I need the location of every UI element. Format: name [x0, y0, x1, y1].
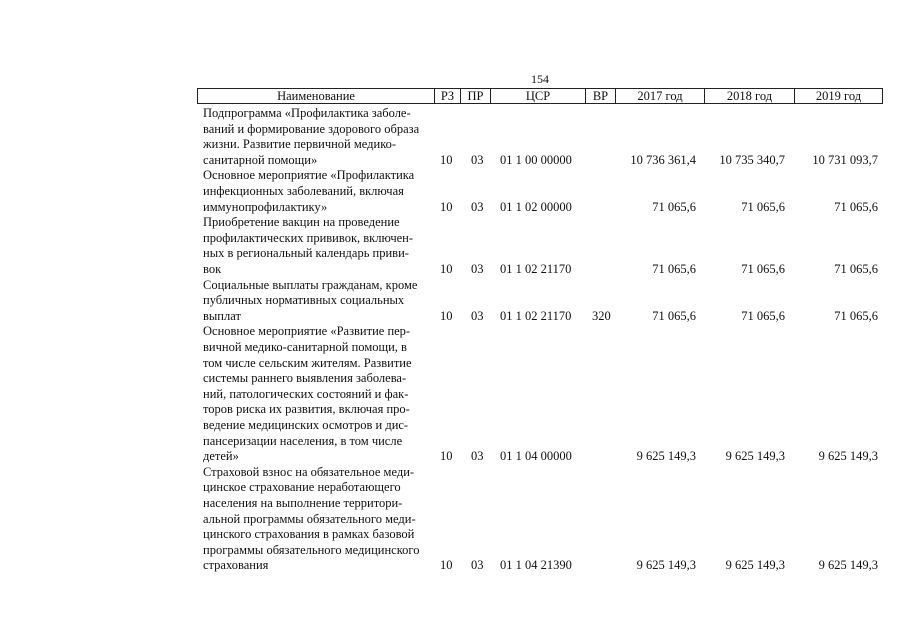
row-y2019: 10 731 093,7 [812, 152, 878, 167]
row-y2018: 10 735 340,7 [719, 152, 785, 167]
row-y2018: 9 625 149,3 [725, 449, 785, 464]
row-rz: 10 [440, 152, 453, 167]
row-y2018: 71 065,6 [741, 199, 785, 214]
row-name-line: иммунопрофилактику» [203, 199, 328, 214]
row-name-line: пансеризации населения, в том числе [203, 433, 403, 448]
header-vr: ВР [585, 89, 615, 103]
row-name-line: Приобретение вакцин на проведение [203, 215, 400, 230]
row-name-line: Основное мероприятие «Профилактика [203, 168, 415, 183]
row-y2018: 71 065,6 [741, 262, 785, 276]
row-name-line: детей» [203, 449, 239, 464]
row-csr: 01 1 04 00000 [500, 449, 572, 464]
row-name-line: альной программы обязательного меди- [203, 511, 416, 526]
header-pr: ПР [460, 89, 490, 103]
row-csr: 01 1 00 00000 [500, 152, 572, 167]
row-name-line: выплат [203, 308, 241, 323]
row-y2019: 71 065,6 [834, 308, 878, 323]
row-name-line: ных в региональный календарь приви- [203, 246, 409, 261]
row-name [203, 465, 428, 574]
row-y2017: 9 625 149,3 [636, 449, 696, 464]
page-number: 154 [531, 72, 549, 86]
row-csr: 01 1 04 21390 [500, 558, 572, 573]
row-rz: 10 [440, 449, 453, 464]
row-name-line: Основное мероприятие «Развитие пер- [203, 324, 411, 339]
header-rz: РЗ [434, 89, 460, 103]
row-rz: 10 [440, 262, 453, 276]
row-name-line: ваний и формирование здорового образа [203, 121, 420, 136]
row-y2018: 71 065,6 [741, 308, 785, 323]
row-y2019: 71 065,6 [834, 262, 878, 276]
row-y2017: 9 625 149,3 [636, 558, 696, 573]
header-2017: 2017 год [615, 89, 704, 103]
row-pr: 03 [471, 199, 484, 214]
row-name-line: цинского страхования в рамках базовой [203, 527, 415, 542]
row-pr: 03 [471, 262, 484, 276]
row-name [203, 106, 428, 168]
row-name-line: жизни. Развитие первичной медико- [203, 137, 397, 152]
row-pr: 03 [471, 308, 484, 323]
row-y2019: 71 065,6 [834, 199, 878, 214]
row-pr: 03 [471, 152, 484, 167]
row-name-line: торов риска их развития, включая про- [203, 402, 410, 417]
row-name [203, 168, 428, 215]
header-2018: 2018 год [704, 89, 794, 103]
row-y2017: 71 065,6 [652, 308, 696, 323]
header-csr: ЦСР [490, 89, 585, 103]
row-y2017: 10 736 361,4 [630, 152, 696, 167]
table-header [197, 88, 883, 104]
row-pr: 03 [471, 558, 484, 573]
row-name [203, 278, 428, 325]
row-name-line: Страховой взнос на обязательное меди- [203, 464, 415, 479]
row-name-line: программы обязательного медицинского [203, 542, 420, 557]
row-name-line: населения на выполнение территори- [203, 495, 403, 510]
row-name-line: вок [203, 261, 222, 276]
row-name-line: системы раннего выявления заболева- [203, 371, 407, 386]
row-y2019: 9 625 149,3 [818, 558, 878, 573]
row-csr: 01 1 02 00000 [500, 199, 572, 214]
row-name [203, 324, 428, 464]
row-name-line: санитарной помощи» [203, 152, 318, 167]
row-y2019: 9 625 149,3 [818, 449, 878, 464]
row-name-line: том числе сельским жителям. Развитие [203, 355, 412, 370]
row-y2018: 9 625 149,3 [725, 558, 785, 573]
row-name-line: страхования [203, 558, 269, 573]
row-csr: 01 1 02 21170 [500, 308, 572, 323]
row-name-line: профилактических прививок, включен- [203, 230, 414, 245]
row-name-line: ведение медицинских осмотров и дис- [203, 417, 409, 432]
row-csr: 01 1 02 21170 [500, 262, 572, 276]
row-y2017: 71 065,6 [652, 199, 696, 214]
row-name-line: ний, патологических состояний и фак- [203, 386, 409, 401]
row-name [203, 215, 428, 277]
row-name-line: Подпрограмма «Профилактика заболе- [203, 106, 411, 120]
row-name-line: Социальные выплаты гражданам, кроме [203, 277, 418, 292]
row-name-line: публичных нормативных социальных [203, 293, 405, 308]
row-rz: 10 [440, 558, 453, 573]
header-name: Наименование [277, 89, 355, 103]
row-rz: 10 [440, 199, 453, 214]
row-vr: 320 [592, 308, 611, 323]
row-y2017: 71 065,6 [652, 262, 696, 276]
row-name-line: вичной медико-санитарной помощи, в [203, 339, 407, 354]
row-name-line: цинское страхование неработающего [203, 480, 401, 495]
header-2019: 2019 год [794, 89, 882, 103]
row-pr: 03 [471, 449, 484, 464]
row-rz: 10 [440, 308, 453, 323]
row-name-line: инфекционных заболеваний, включая [203, 183, 404, 198]
